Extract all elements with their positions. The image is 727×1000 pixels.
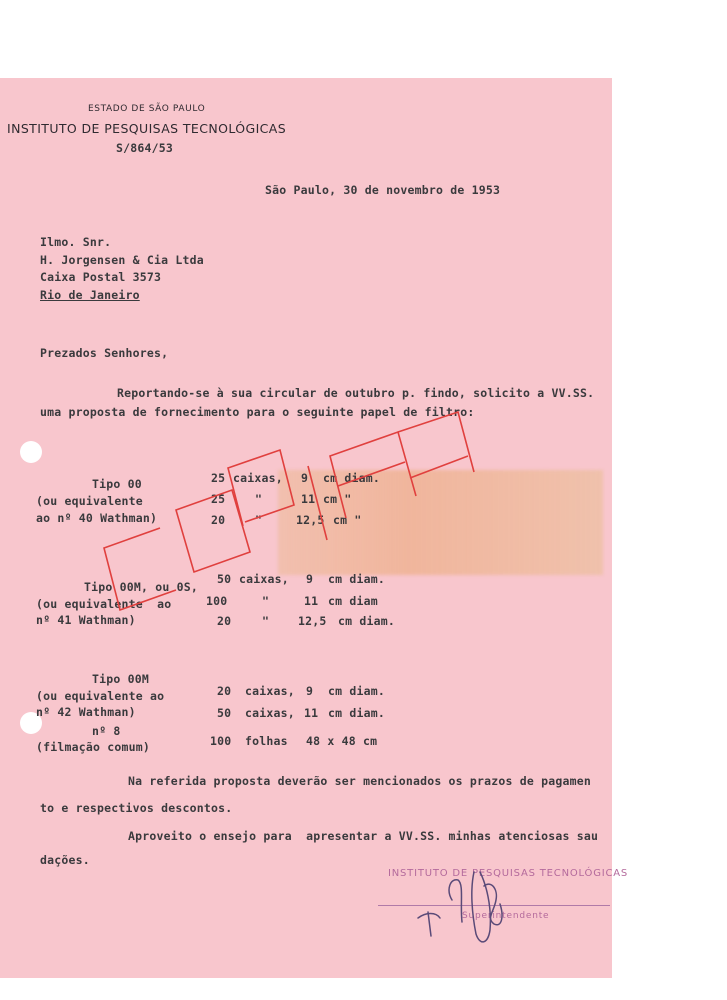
- item-size: 11: [304, 594, 319, 608]
- item-size: 9: [306, 684, 314, 698]
- copy-stamp-frame: [398, 412, 474, 478]
- item-unit: ": [255, 513, 263, 527]
- item-size: 12,5: [298, 614, 327, 628]
- item-type-line: Tipo 00M, ou 0S,: [84, 580, 198, 594]
- reference-number: S/864/53: [116, 141, 173, 155]
- item-dim: cm diam: [328, 594, 378, 608]
- copy-stamp-letter-a: [330, 432, 416, 518]
- item-dim: cm diam.: [328, 572, 385, 586]
- item-type-line: ao nº 40 Wathman): [36, 511, 158, 525]
- item-qty: 50: [217, 572, 232, 586]
- copy-stamp-letter-i: [308, 466, 327, 540]
- item-dim: cm ": [323, 492, 352, 506]
- item-qty: 20: [211, 513, 226, 527]
- closing-line-4: dações.: [40, 853, 90, 867]
- handwritten-signature: [418, 872, 502, 942]
- item-dim: cm ": [333, 513, 362, 527]
- item-qty: 50: [217, 706, 232, 720]
- closing-line-3: Aproveito o ensejo para apresentar a VV.SS. minhas atenciosas sau: [128, 829, 599, 843]
- item-size: 9: [301, 471, 309, 485]
- item-unit: caixas,: [233, 471, 283, 485]
- greeting: Prezados Senhores,: [40, 346, 169, 360]
- item-qty: 25: [211, 492, 226, 506]
- item-dim: cm: [363, 734, 378, 748]
- item-qty: 20: [217, 684, 232, 698]
- item-type-line: (filmação comum): [36, 740, 150, 754]
- intro-line-1: Reportando-se à sua circular de outubro p. findo, solicito a VV.SS.: [117, 386, 595, 400]
- copy-stamp: [104, 412, 474, 610]
- institute-seal: INSTITUTO DE PESQUISAS TECNOLÓGICAS: [388, 868, 629, 879]
- item-dim: cm diam.: [328, 684, 385, 698]
- item-dim: cm diam.: [328, 706, 385, 720]
- item-unit: caixas,: [239, 572, 289, 586]
- item-unit: ": [262, 614, 270, 628]
- item-type-line: nº 8: [92, 724, 121, 738]
- item-qty: 100: [210, 734, 232, 748]
- closing-line-2: to e respectivos descontos.: [40, 801, 233, 815]
- copy-stamp-letter-c: [104, 528, 176, 610]
- closing-line-1: Na referida proposta deverão ser mencionados os prazos de pagamen: [128, 774, 592, 788]
- item-qty: 25: [211, 471, 226, 485]
- item-dim: cm diam.: [338, 614, 395, 628]
- recipient-city: Rio de Janeiro: [40, 288, 140, 302]
- item-type-line: nº 41 Wathman): [36, 613, 136, 627]
- item-type-line: (ou equivalente: [36, 494, 143, 508]
- item-size: 11: [301, 492, 316, 506]
- intro-line-2: uma proposta de fornecimento para o seguinte papel de filtro:: [40, 405, 475, 419]
- item-unit: caixas,: [245, 684, 295, 698]
- recipient-box: Caixa Postal 3573: [40, 270, 162, 284]
- item-type-line: (ou equivalente ao: [36, 689, 165, 703]
- item-unit: ": [255, 492, 263, 506]
- recipient-company: H. Jorgensen & Cia Ltda: [40, 253, 204, 267]
- item-unit: ": [262, 594, 270, 608]
- item-size: 9: [306, 572, 314, 586]
- item-qty: 20: [217, 614, 232, 628]
- item-size: 11: [304, 706, 319, 720]
- letterhead-institute: INSTITUTO DE PESQUISAS TECNOLÓGICAS: [7, 121, 287, 136]
- item-dim: cm diam.: [323, 471, 380, 485]
- item-unit: folhas: [245, 734, 288, 748]
- seal-role: Superintendente: [462, 911, 550, 921]
- item-type-line: nº 42 Wathman): [36, 705, 136, 719]
- item-qty: 100: [206, 594, 228, 608]
- item-type-line: Tipo 00M: [92, 672, 149, 686]
- copy-stamp-letter-p: [228, 450, 294, 526]
- recipient-salutation: Ilmo. Snr.: [40, 235, 112, 249]
- item-type-line: Tipo 00: [92, 477, 142, 491]
- date-line: São Paulo, 30 de novembro de 1953: [265, 183, 501, 197]
- item-size: 12,5: [296, 513, 325, 527]
- item-size: 48 x 48: [306, 734, 356, 748]
- item-type-line: (ou equivalente ao: [36, 597, 172, 611]
- copy-stamp-letter-o: [176, 490, 250, 572]
- letterhead-state: ESTADO DE SÃO PAULO: [88, 104, 206, 114]
- item-unit: caixas,: [245, 706, 295, 720]
